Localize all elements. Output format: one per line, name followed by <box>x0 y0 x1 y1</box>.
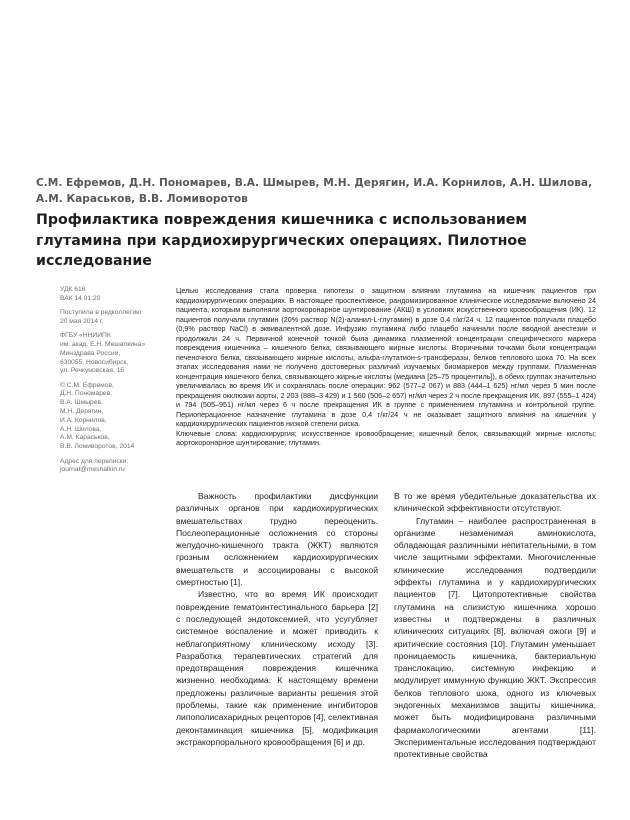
copyright-line: М.Н. Дерягин, <box>60 408 104 416</box>
institution-line: им. акад. Е.Н. Мешалкина» <box>60 340 146 348</box>
copyright-notice <box>60 382 164 452</box>
copyright-line: В.А. Шмырев, <box>60 399 103 407</box>
udk-line: УДК 616 <box>60 286 86 293</box>
copyright-line: © С.М. Ефремов, <box>60 381 114 389</box>
received-date <box>60 309 164 327</box>
contact-label: Адрес для переписки: <box>60 457 129 465</box>
institution-line: ул. Речкуновская, 15 <box>60 367 125 375</box>
body-column-right <box>394 490 596 761</box>
udk-code <box>60 286 164 304</box>
received-line: Поступила в редколлегию <box>60 309 142 317</box>
copyright-line: Д.Н. Пономарев, <box>60 390 113 398</box>
body-paragraph: Глутамин – наиболее распространенная в организме незаменимая аминокислота, обладающая различными непитательными, в том числе защитными эффектами. Многочисленные клинические исследования подтвердили эффекты глутамина и у кардиохирургических пациентов [7]. Цитопротективные свойства глутамина на слизистую кишечника хорошо известны и подтверждены в различных клинических ситуациях [8], включая ожоги [9] и критические состояния [10]. Глутамин уменьшает проницаемость кишечника, бактериальную транслокацию, системную инфекцию и модулирует иммунную функцию ЖКТ. Экспрессия белков теплового шока, одного из ключевых эндогенных механизмов защиты кишечника, может быть модифицирована различными фармакологическими агентами [11]. Экспериментальные исследования подтверждают протективные свойства <box>394 515 596 760</box>
copyright-line: И.А. Корнилов, <box>60 416 107 424</box>
copyright-line: В.В. Ломиворотов, 2014 <box>60 443 135 451</box>
body-paragraph: Важность профилактики дисфункции различных органов при кардиохирургических вмешательствах трудно переоценить. Послеоперационные осложнения со стороны желудочно-кишечного тракта (ЖКТ) являются грозным осложнением кардиохирургических вмешательств и ассоциированы с высокой смертностью [1]. <box>176 491 378 588</box>
institution-address <box>60 332 164 376</box>
institution-line: Минздрава России, <box>60 349 121 357</box>
body-paragraph: Известно, что во время ИК происходит повреждение гематоинтестинального барьера [2] с последующей эндотоксемией, что усугубляет системное воспаление и может приводить к неблагоприятному клиническому исходу [3]. Разработка терапевтических стратегий для предотвращения повреждения кишечника жизненно необходима. К настоящему времени предложены различные варианты решения этой проблемы, такие как применение ингибиторов липополисахаридных рецепторов [4], селективная деконтаминация кишечника [5], модификация экстракорпорального кровообращения [6] и др. <box>176 589 378 747</box>
copyright-line: А.М. Караськов, <box>60 434 110 442</box>
contact-email: journal@meshalkin.ru <box>60 466 125 474</box>
abstract <box>176 286 596 448</box>
copyright-line: А.Н. Шилова, <box>60 425 102 433</box>
institution-line: 630055, Новосибирск, <box>60 358 129 366</box>
abstract-text: Целью исследования стала проверка гипотезы о защитном влиянии глутамина на кишечник пациентов при кардиохирургических операциях. В настоящее проспективное, рандомизированное клиническое исследование включено 24 пациента, которым выполняли аортокоронарное шунтирование (АКШ) в условиях искусственного кровообращения (ИК). 12 пациентов получали глутамин (20% раствор N(2)-аланил-L-глутамин) в дозе 0,4 г/кг/24 ч. 12 пациентов получали плацебо (0,9% раствор NaCl) в эквивалентной дозе. Инфузию глутамина либо плацебо начинали после вводной анестезии и продолжали 24 ч. Первичной конечной точкой была динамика плазменной концентрации специфического маркера повреждения кишечника – кишечного белка, связывающего жирные кислоты. Вторичными точками были концентрации печеночного белка, связывающего жирные кислоты, альфа-глутатион-s-трансферазы, белков теплового шока 70. На всех этапах исследования нами не получено достоверных различий изучаемых биомаркеров между группами. Плазменная концентрация кишечного белка, связывающего жирные кислоты (медиана [25–75 процентиль]), в обеих группах значительно увеличивалась во время ИК и сохранялась после операции: 962 (577–2 067) и 883 (444–1 625) нг/мл через 5 мин после прекращения окклюзии аорты, 2 203 (888–3 429) и 1 560 (506–2 657) нг/мл через 2 ч после прекращения ИК, 897 (555–1 424) и 794 (505–951) нг/мл через 6 ч после прекращения ИК в группе с применением глутамина и контрольной группе. Периоперационное назначение глутамина в дозе 0,4 г/кг/24 ч не оказывает защитного влияния на кишечник у кардиохирургических пациентов низкой степени риска. <box>176 286 596 428</box>
institution-line: ФГБУ «ННИИПК <box>60 332 111 340</box>
article-metadata-sidebar <box>60 286 164 481</box>
body-column-left <box>176 490 378 748</box>
body-paragraph: В то же время убедительные доказательства их клинической эффективности отсутствуют. <box>394 491 596 514</box>
contact-info <box>60 458 164 476</box>
received-line: 20 мая 2014 г. <box>60 317 104 325</box>
article-title: Профилактика повреждения кишечника с использованием глутамина при кардиохирургических операциях. Пилотное исследование <box>36 212 527 269</box>
keywords: Ключевые слова: кардиохирургия; искусственное кровообращение; кишечный белок, связывающий жирные кислоты; аортокоронарное шунтирование; глутамин. <box>176 428 596 447</box>
author-list: С.М. Ефремов, Д.Н. Пономарев, В.А. Шмырев, М.Н. Дерягин, И.А. Корнилов, А.Н. Шилова, А.М. Караськов, В.В. Ломиворотов <box>36 177 593 205</box>
vak-line: ВАК 14.01.20 <box>60 294 101 302</box>
